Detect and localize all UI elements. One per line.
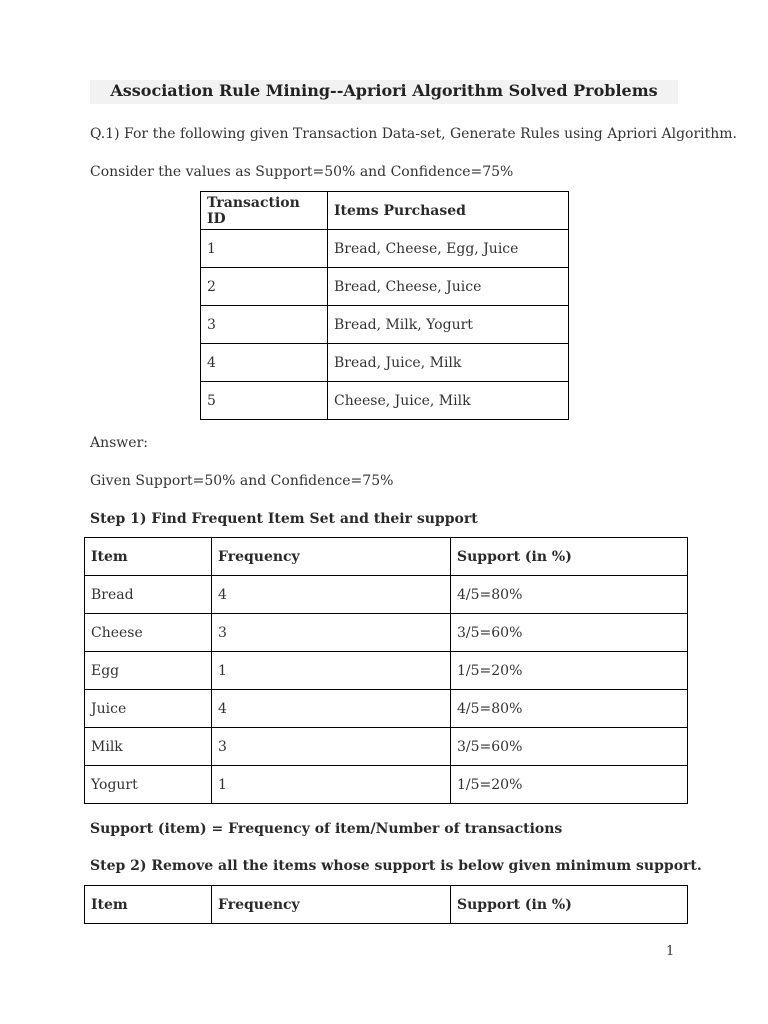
cell-item: Bread bbox=[85, 576, 212, 614]
cell-support: 4/5=80% bbox=[451, 690, 688, 728]
table-row bbox=[85, 576, 688, 614]
header-item: Item bbox=[85, 538, 212, 576]
header-item: Item bbox=[85, 886, 212, 924]
table-row bbox=[85, 690, 688, 728]
step1-heading: Step 1) Find Frequent Item Set and their support bbox=[90, 511, 478, 527]
cell-transaction-id: 1 bbox=[201, 230, 328, 268]
table-header-row bbox=[85, 886, 688, 924]
table-row bbox=[201, 230, 569, 268]
header-frequency: Frequency bbox=[212, 538, 451, 576]
header-items-purchased: Items Purchased bbox=[328, 192, 569, 230]
table-row bbox=[85, 652, 688, 690]
consider-text: Consider the values as Support=50% and Confidence=75% bbox=[90, 164, 514, 180]
cell-item: Egg bbox=[85, 652, 212, 690]
cell-item: Juice bbox=[85, 690, 212, 728]
cell-support: 3/5=60% bbox=[451, 728, 688, 766]
header-frequency: Frequency bbox=[212, 886, 451, 924]
cell-transaction-id: 4 bbox=[201, 344, 328, 382]
table-row bbox=[85, 766, 688, 804]
table-header-row bbox=[85, 538, 688, 576]
cell-item: Cheese bbox=[85, 614, 212, 652]
cell-frequency: 3 bbox=[212, 614, 451, 652]
cell-items-purchased: Bread, Cheese, Juice bbox=[328, 268, 569, 306]
cell-items-purchased: Bread, Juice, Milk bbox=[328, 344, 569, 382]
header-transaction-id: Transaction ID bbox=[201, 192, 328, 230]
cell-frequency: 3 bbox=[212, 728, 451, 766]
cell-transaction-id: 3 bbox=[201, 306, 328, 344]
question-text: Q.1) For the following given Transaction Data-set, Generate Rules using Apriori Algorithm. bbox=[90, 126, 738, 142]
support-table bbox=[84, 537, 688, 804]
cell-transaction-id: 5 bbox=[201, 382, 328, 420]
table-row bbox=[201, 306, 569, 344]
table-row bbox=[201, 268, 569, 306]
cell-items-purchased: Bread, Cheese, Egg, Juice bbox=[328, 230, 569, 268]
cell-support: 1/5=20% bbox=[451, 652, 688, 690]
cell-items-purchased: Cheese, Juice, Milk bbox=[328, 382, 569, 420]
header-support: Support (in %) bbox=[451, 886, 688, 924]
cell-item: Milk bbox=[85, 728, 212, 766]
cell-transaction-id: 2 bbox=[201, 268, 328, 306]
table-row bbox=[201, 344, 569, 382]
given-text: Given Support=50% and Confidence=75% bbox=[90, 473, 394, 489]
cell-support: 1/5=20% bbox=[451, 766, 688, 804]
step2-heading: Step 2) Remove all the items whose support is below given minimum support. bbox=[90, 858, 702, 874]
table-row bbox=[201, 382, 569, 420]
header-support: Support (in %) bbox=[451, 538, 688, 576]
cell-frequency: 4 bbox=[212, 576, 451, 614]
cell-frequency: 1 bbox=[212, 652, 451, 690]
cell-support: 3/5=60% bbox=[451, 614, 688, 652]
cell-items-purchased: Bread, Milk, Yogurt bbox=[328, 306, 569, 344]
transaction-table bbox=[200, 191, 569, 420]
support-formula: Support (item) = Frequency of item/Number of transactions bbox=[90, 821, 563, 837]
page-number: 1 bbox=[666, 944, 675, 959]
filtered-support-table bbox=[84, 885, 688, 924]
table-header-row bbox=[201, 192, 569, 230]
cell-frequency: 4 bbox=[212, 690, 451, 728]
page-title: Association Rule Mining--Apriori Algorithm Solved Problems bbox=[90, 80, 678, 104]
table-row bbox=[85, 728, 688, 766]
cell-item: Yogurt bbox=[85, 766, 212, 804]
table-row bbox=[85, 614, 688, 652]
answer-label: Answer: bbox=[90, 435, 148, 451]
cell-support: 4/5=80% bbox=[451, 576, 688, 614]
cell-frequency: 1 bbox=[212, 766, 451, 804]
